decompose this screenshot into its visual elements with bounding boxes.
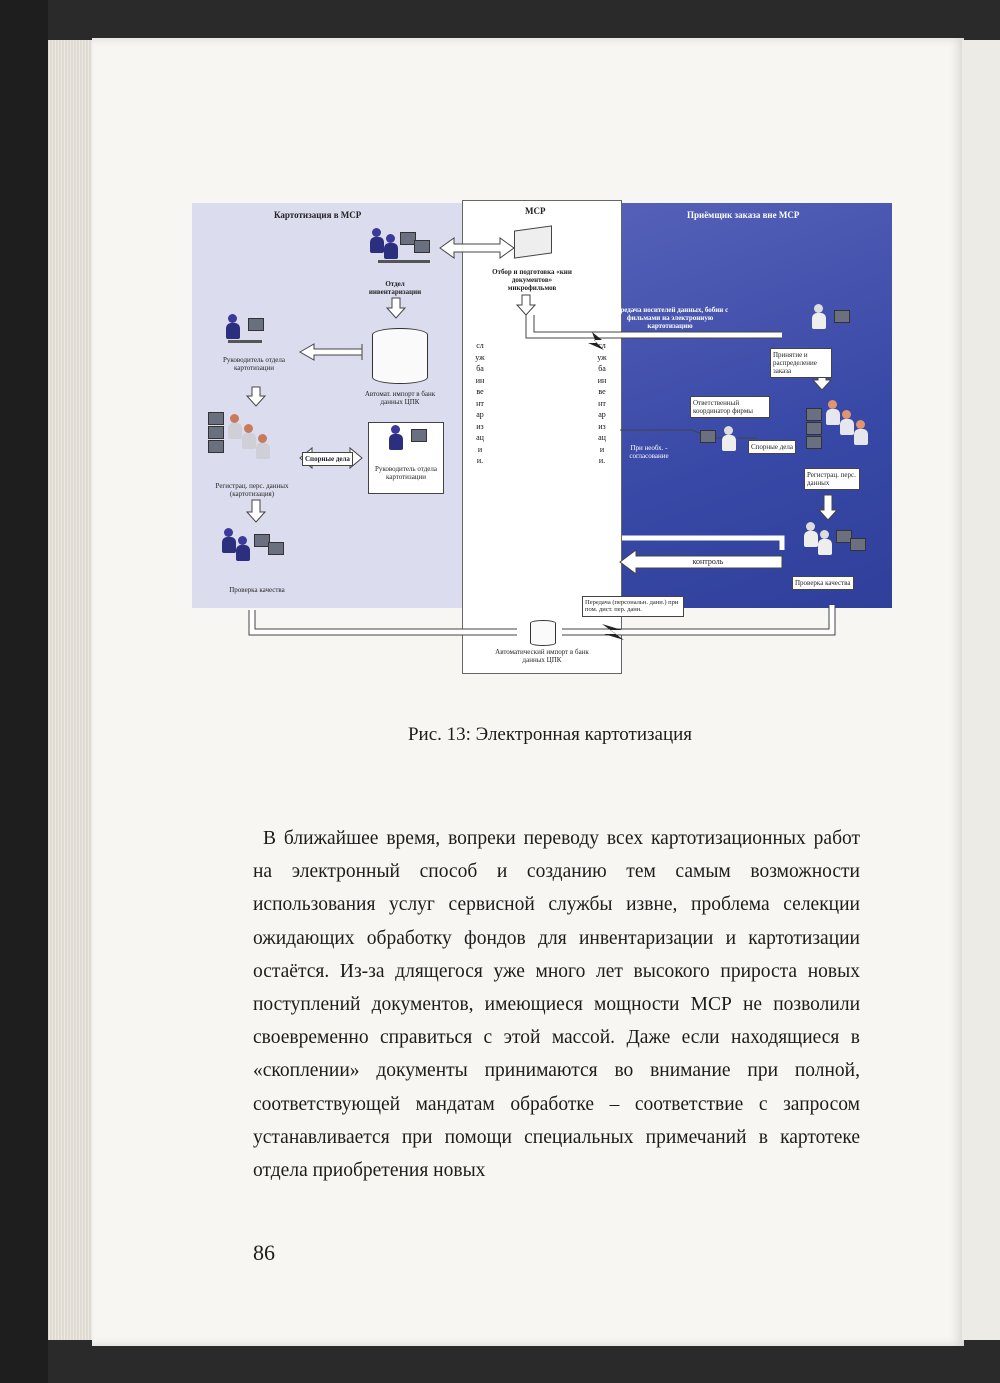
figure-caption: Рис. 13: Электронная картотизация <box>407 724 693 745</box>
label-if-needed: При необх. - согласование <box>629 444 669 461</box>
database-icon <box>372 328 428 384</box>
figure-diagram <box>192 200 892 680</box>
label-auto-import-bottom: Автоматический импорт в банк данных ЦПК <box>495 648 589 665</box>
label-control: контроль <box>692 557 724 566</box>
label-registration-right: Регистрац. перс. данных <box>804 468 860 490</box>
disputed-cases-left: Спорные дела <box>302 452 353 466</box>
label-auto-import: Автомат. импорт в банк данных ЦПК <box>364 390 436 407</box>
head-card-dept-box <box>368 422 444 494</box>
label-selection: Отбор и подготовка «кни документов» микрофильмов <box>492 268 572 293</box>
right-panel-title: Приёмщик заказа вне МСР <box>687 210 800 220</box>
label-quality-left: Проверка качества <box>229 586 285 594</box>
label-transfer-media: Передача носителей данных, бобин с фильмами на электронную картотизацию <box>611 306 729 331</box>
label-inventory-dept: Отдел инвентаризации <box>368 280 422 297</box>
disputed-cases-right: Спорные дела <box>748 440 796 454</box>
page-number: 86 <box>253 1240 275 1265</box>
label-head-card-dept: Руководитель отдела картотизации <box>222 356 286 373</box>
label-registration-left: Регистрац. перс. данных (картотизация) <box>215 482 289 499</box>
label-quality-right: Проверка качества <box>792 576 854 590</box>
vertical-service-right: служба инвентаризации. <box>597 341 607 465</box>
facing-page-edge <box>962 40 1000 1340</box>
database-bottom-icon <box>530 620 556 646</box>
mid-panel-title: МСР <box>525 206 546 216</box>
vertical-service-left: служба инвентаризации. <box>475 341 485 465</box>
label-transfer-personal: Передача (персональн. данн.) при пом. дист. пер. данн. <box>582 596 684 617</box>
paragraph-text: В ближайшее время, вопреки переводу всех картотизационных работ на электронный способ и созданию тем самым возможности использования услуг сервисной службы извне, проблема селекции ожидающих обработку фондов для инвентаризации и картотизации остаётся. Из-за длящегося уже много лет высокого прироста новых поступлений документов, имеющиеся мощности МСР не позволили своевременно справиться с этой массой. Даже если находящиеся в «скоплении» документы принимаются во внимание при полной, соответствующей мандатам обработке – соответствие с запросом устанавливается при помощи специальных примечаний в картотеке отдела приобретения новых <box>253 828 860 1182</box>
left-panel-title: Картотизация в МСР <box>274 210 362 220</box>
background-left <box>0 0 48 1383</box>
label-coordinator: Ответственный координатор фирмы <box>690 396 770 418</box>
label-head-card-dept-2: Руководитель отдела картотизации <box>374 465 438 482</box>
label-acceptance: Принятие и распределение заказа <box>770 348 832 378</box>
archive-box-icon <box>514 225 552 258</box>
body-paragraph <box>253 822 860 1187</box>
page-stack-edge <box>48 40 98 1340</box>
